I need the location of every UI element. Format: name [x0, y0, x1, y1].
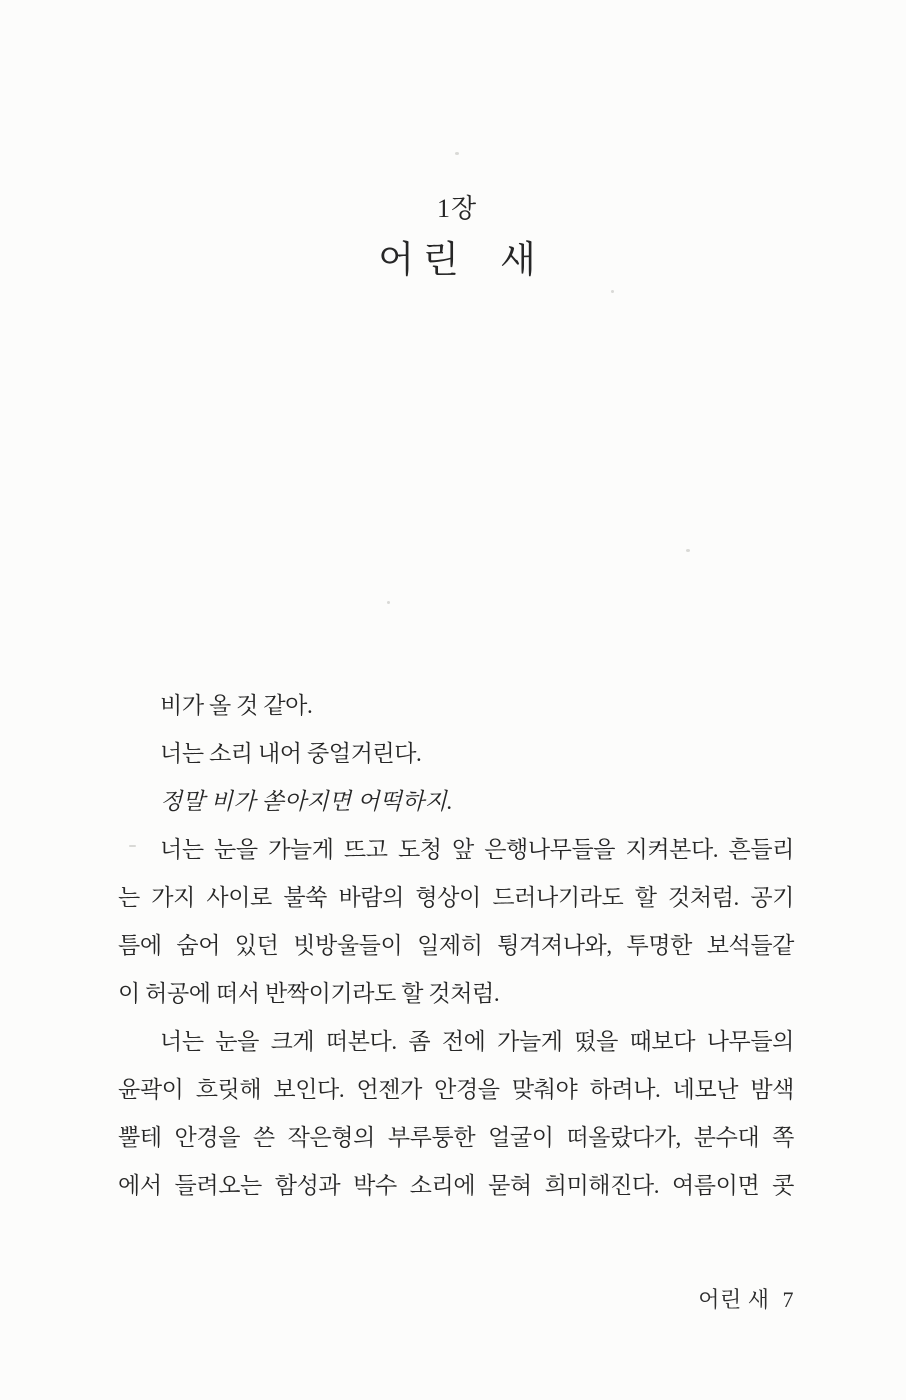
- chapter-heading: [118, 192, 796, 286]
- scan-speck: [455, 152, 459, 155]
- text-line: 이 허공에 떠서 반짝이기라도 할 것처럼.: [118, 981, 500, 1006]
- text-line: 틈에 숨어 있던 빗방울들이 일제히 튕겨져나와, 투명한 보석들같: [118, 933, 794, 958]
- chapter-title: 어린 새: [378, 240, 545, 281]
- text-line: 정말 비가 쏟아지면 어떡하지.: [160, 789, 453, 814]
- text-line: 너는 눈을 크게 떠본다. 좀 전에 가늘게 떴을 때보다 나무들의: [160, 1029, 794, 1054]
- text-line: 에서 들려오는 함성과 박수 소리에 묻혀 희미해진다. 여름이면 콧: [118, 1173, 794, 1198]
- body-text: [118, 682, 794, 1210]
- paragraph: [118, 682, 794, 730]
- scan-speck: [387, 601, 390, 604]
- text-line: 는 가지 사이로 불쑥 바람의 형상이 드러나기라도 할 것처럼. 공기: [118, 885, 794, 910]
- text-line: 뿔테 안경을 쓴 작은형의 부루퉁한 얼굴이 떠올랐다가, 분수대 쪽: [118, 1125, 794, 1150]
- footer-page-number: 7: [782, 1287, 794, 1312]
- text-line: 너는 소리 내어 중얼거린다.: [160, 741, 422, 766]
- paragraph: [118, 826, 794, 1018]
- paragraph: [118, 730, 794, 778]
- scan-speck: [611, 290, 614, 293]
- paragraph: [118, 1018, 794, 1210]
- page-footer: [118, 1278, 794, 1322]
- text-line: 윤곽이 흐릿해 보인다. 언젠가 안경을 맞춰야 하려나. 네모난 밤색: [118, 1077, 794, 1102]
- paragraph: [118, 778, 794, 826]
- footer-running-title: 어린 새: [698, 1287, 770, 1312]
- text-line: 너는 눈을 가늘게 뜨고 도청 앞 은행나무들을 지켜본다. 흔들리: [160, 837, 794, 862]
- chapter-number: 1장: [436, 194, 478, 223]
- text-line: 비가 올 것 같아.: [160, 693, 313, 718]
- scan-speck: [686, 549, 690, 552]
